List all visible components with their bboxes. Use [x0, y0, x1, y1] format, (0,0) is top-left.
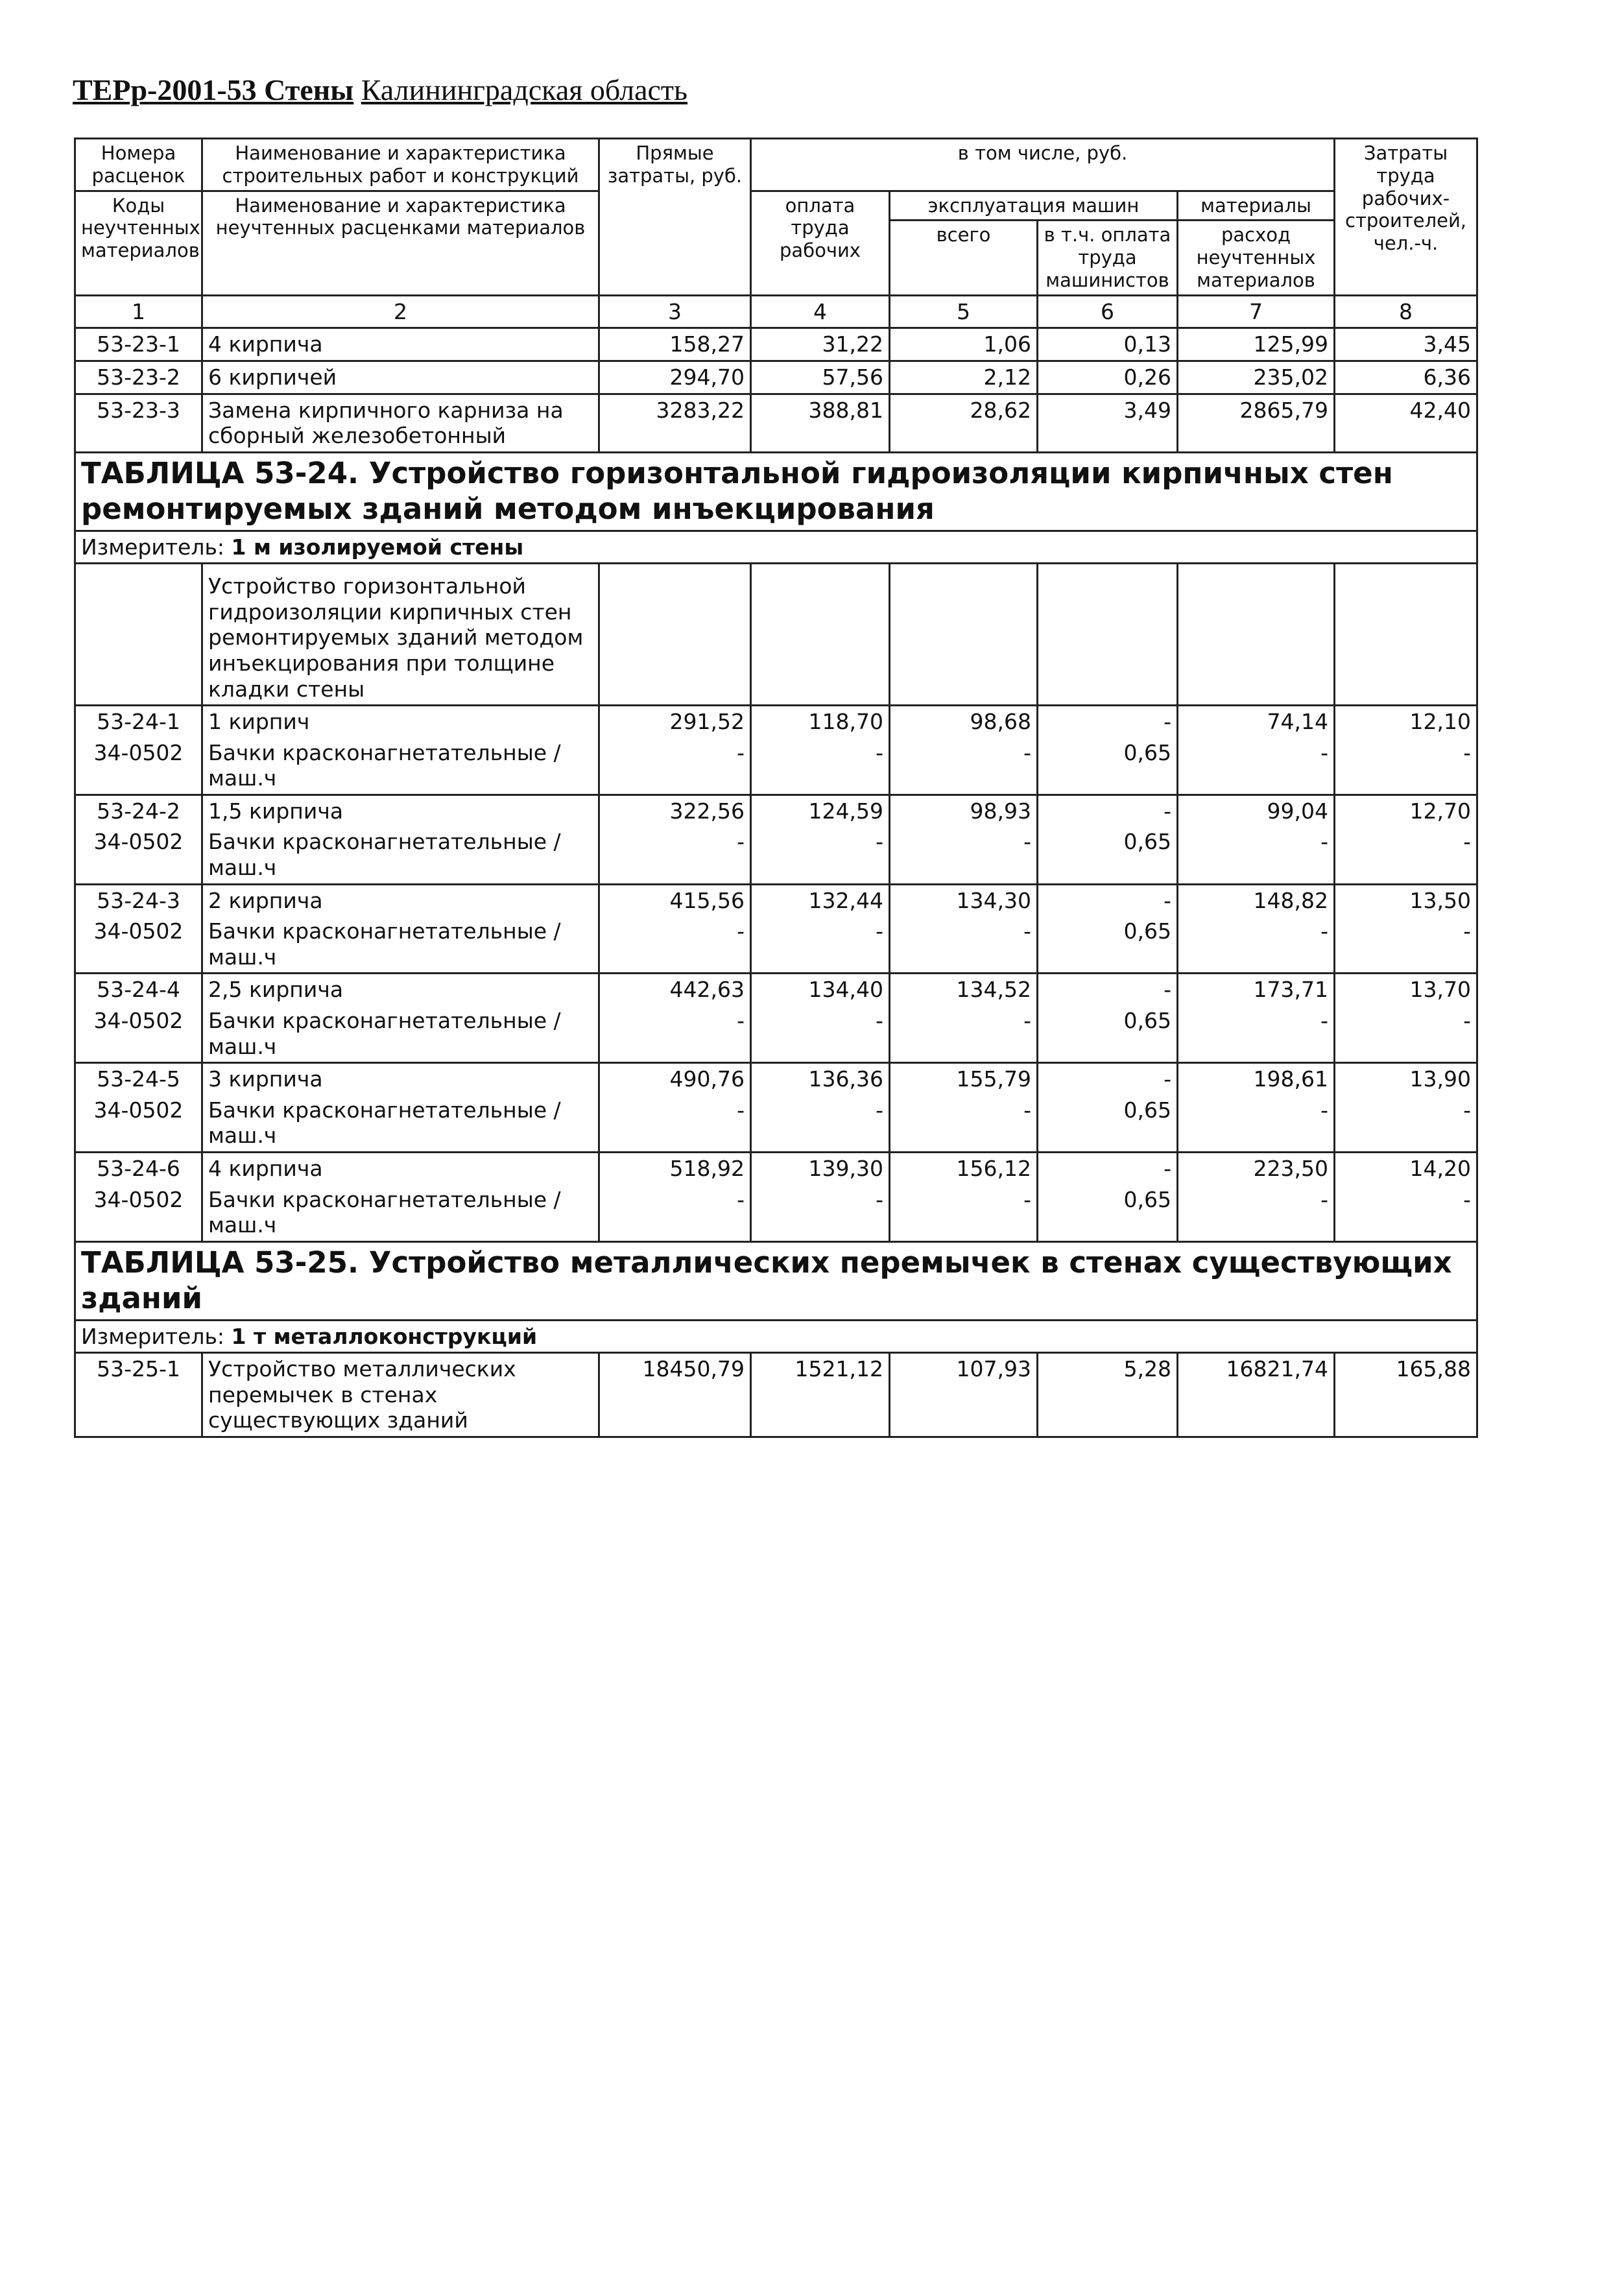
value-cell: -	[751, 826, 890, 884]
value-cell: 3283,22	[599, 394, 751, 452]
value-cell: 28,62	[890, 394, 1038, 452]
value-cell: -	[1038, 1063, 1178, 1095]
value-cell: 294,70	[599, 361, 751, 394]
header-rate-numbers: Номера расценок	[75, 139, 202, 191]
column-number: 2	[202, 295, 599, 328]
rate-code: 53-24-5	[75, 1063, 202, 1095]
rate-code: 53-24-6	[75, 1153, 202, 1184]
value-cell: -	[751, 1184, 890, 1242]
blank-cell	[890, 564, 1038, 706]
value-cell: 1521,12	[751, 1353, 890, 1437]
measure-row	[75, 531, 1477, 564]
column-number: 3	[599, 295, 751, 328]
rate-code: 53-23-2	[75, 361, 202, 394]
value-cell: 173,71	[1178, 974, 1335, 1005]
value-cell: -	[1335, 826, 1477, 884]
material-row	[75, 826, 1477, 884]
column-numbers-row	[75, 295, 1477, 328]
value-cell: -	[1335, 737, 1477, 795]
document-title-region: Калининградская область	[361, 73, 688, 106]
table-row	[75, 1063, 1477, 1095]
header-including: в том числе, руб.	[751, 139, 1335, 191]
value-cell: -	[1178, 1095, 1335, 1153]
value-cell: 136,36	[751, 1063, 890, 1095]
value-cell: -	[1178, 826, 1335, 884]
value-cell: -	[599, 1184, 751, 1242]
value-cell: -	[1038, 795, 1178, 826]
value-cell: 6,36	[1335, 361, 1477, 394]
value-cell: -	[751, 1095, 890, 1153]
rate-name: 2,5 кирпича	[202, 974, 599, 1005]
header-direct-costs: Прямые затраты, руб.	[599, 139, 751, 296]
value-cell: 155,79	[890, 1063, 1038, 1095]
value-cell: 118,70	[751, 706, 890, 737]
value-cell: -	[1335, 1005, 1477, 1063]
value-cell: -	[1038, 706, 1178, 737]
rate-code: 53-23-1	[75, 328, 202, 361]
intro-text: Устройство горизонтальной гидроизоляции кирпичных стен ремонтируемых зданий методом инъекцирования при толщине кладки стены	[202, 564, 599, 706]
rate-name: Бачки красконагнетательные / маш.ч	[202, 826, 599, 884]
value-cell: 5,28	[1038, 1353, 1178, 1437]
rate-code: 34-0502	[75, 1184, 202, 1242]
value-cell: 134,30	[890, 884, 1038, 916]
value-cell: -	[1178, 1005, 1335, 1063]
value-cell: 0,65	[1038, 1005, 1178, 1063]
blank-cell	[75, 564, 202, 706]
value-cell: 12,10	[1335, 706, 1477, 737]
value-cell: -	[890, 826, 1038, 884]
rate-name: Бачки красконагнетательные / маш.ч	[202, 1184, 599, 1242]
measure-unit	[75, 531, 1477, 564]
measure-label: Измеритель:	[81, 1323, 232, 1349]
table-row	[75, 328, 1477, 361]
value-cell: 198,61	[1178, 1063, 1335, 1095]
header-work-name: Наименование и характеристика строительных работ и конструкций	[202, 139, 599, 191]
blank-cell	[599, 564, 751, 706]
rate-name: 4 кирпича	[202, 328, 599, 361]
blank-cell	[1178, 564, 1335, 706]
value-cell: -	[599, 1095, 751, 1153]
section-title-row	[75, 1241, 1477, 1320]
value-cell: -	[1178, 916, 1335, 974]
rate-code: 34-0502	[75, 916, 202, 974]
rate-code: 34-0502	[75, 1005, 202, 1063]
column-number: 4	[751, 295, 890, 328]
table-row	[75, 795, 1477, 826]
value-cell: -	[1335, 916, 1477, 974]
value-cell: 107,93	[890, 1353, 1038, 1437]
value-cell: 134,40	[751, 974, 890, 1005]
value-cell: 3,45	[1335, 328, 1477, 361]
material-row	[75, 1184, 1477, 1242]
column-number: 5	[890, 295, 1038, 328]
value-cell: -	[1038, 974, 1178, 1005]
column-number: 6	[1038, 295, 1178, 328]
value-cell: -	[1335, 1184, 1477, 1242]
table-53-24-title: ТАБЛИЦА 53-24. Устройство горизонтальной гидроизоляции кирпичных стен ремонтируемых зданий методом инъекцирования	[75, 452, 1477, 531]
value-cell: 0,65	[1038, 737, 1178, 795]
value-cell: 14,20	[1335, 1153, 1477, 1184]
intro-row	[75, 564, 1477, 706]
value-cell: -	[599, 1005, 751, 1063]
header-row-2	[75, 191, 1477, 221]
value-cell: 322,56	[599, 795, 751, 826]
value-cell: 0,13	[1038, 328, 1178, 361]
value-cell: 57,56	[751, 361, 890, 394]
value-cell: 0,65	[1038, 916, 1178, 974]
rate-name: 3 кирпича	[202, 1063, 599, 1095]
header-labor-costs: Затраты труда рабочих-строителей, чел.-ч.	[1335, 139, 1477, 296]
rate-name: 4 кирпича	[202, 1153, 599, 1184]
value-cell: 132,44	[751, 884, 890, 916]
value-cell: 235,02	[1178, 361, 1335, 394]
value-cell: -	[890, 1095, 1038, 1153]
measure-value: 1 т металлоконструкций	[231, 1323, 538, 1349]
rate-name: Бачки красконагнетательные / маш.ч	[202, 916, 599, 974]
rate-code: 53-23-3	[75, 394, 202, 452]
measure-value: 1 м изолируемой стены	[231, 534, 524, 560]
value-cell: -	[751, 916, 890, 974]
table-row	[75, 1153, 1477, 1184]
column-number: 1	[75, 295, 202, 328]
measure-row	[75, 1320, 1477, 1353]
rate-code: 34-0502	[75, 737, 202, 795]
value-cell: 291,52	[599, 706, 751, 737]
document-title-code: ТЕРр-2001-53 Стены	[73, 73, 354, 106]
header-material-usage: расход неучтенных материалов	[1178, 221, 1335, 295]
value-cell: 1,06	[890, 328, 1038, 361]
value-cell: -	[1178, 1184, 1335, 1242]
rate-code: 34-0502	[75, 826, 202, 884]
rate-code: 53-24-3	[75, 884, 202, 916]
rate-code: 34-0502	[75, 1095, 202, 1153]
table-row	[75, 1353, 1477, 1437]
header-machines: эксплуатация машин	[890, 191, 1178, 221]
rate-name: 1,5 кирпича	[202, 795, 599, 826]
value-cell: 148,82	[1178, 884, 1335, 916]
value-cell: 139,30	[751, 1153, 890, 1184]
value-cell: 156,12	[890, 1153, 1038, 1184]
header-material-codes: Коды неучтенных материалов	[75, 191, 202, 295]
table-row	[75, 706, 1477, 737]
rate-name: Бачки красконагнетательные / маш.ч	[202, 1005, 599, 1063]
rate-name: Бачки красконагнетательные / маш.ч	[202, 737, 599, 795]
value-cell: 98,93	[890, 795, 1038, 826]
value-cell: -	[890, 737, 1038, 795]
value-cell: 42,40	[1335, 394, 1477, 452]
value-cell: -	[890, 916, 1038, 974]
value-cell: 16821,74	[1178, 1353, 1335, 1437]
value-cell: 0,65	[1038, 1184, 1178, 1242]
rate-name: Устройство металлических перемычек в стенах существующих зданий	[202, 1353, 599, 1437]
value-cell: -	[890, 1005, 1038, 1063]
value-cell: 74,14	[1178, 706, 1335, 737]
section-title-row	[75, 452, 1477, 531]
blank-cell	[1335, 564, 1477, 706]
table-53-25-title: ТАБЛИЦА 53-25. Устройство металлических перемычек в стенах существующих зданий	[75, 1241, 1477, 1320]
value-cell: 490,76	[599, 1063, 751, 1095]
value-cell: 98,68	[890, 706, 1038, 737]
value-cell: 0,65	[1038, 1095, 1178, 1153]
header-material-names: Наименование и характеристика неучтенных расценками материалов	[202, 191, 599, 295]
material-row	[75, 737, 1477, 795]
table-row	[75, 361, 1477, 394]
measure-label: Измеритель:	[81, 534, 232, 560]
value-cell: -	[599, 737, 751, 795]
value-cell: 12,70	[1335, 795, 1477, 826]
header-labor-pay: оплата труда рабочих	[751, 191, 890, 295]
value-cell: 124,59	[751, 795, 890, 826]
value-cell: 442,63	[599, 974, 751, 1005]
header-row-1	[75, 139, 1477, 191]
value-cell: 158,27	[599, 328, 751, 361]
value-cell: 165,88	[1335, 1353, 1477, 1437]
header-materials: материалы	[1178, 191, 1335, 221]
rates-table	[74, 138, 1478, 1438]
value-cell: 3,49	[1038, 394, 1178, 452]
value-cell: -	[1038, 884, 1178, 916]
rate-name: 1 кирпич	[202, 706, 599, 737]
header-machinist-pay: в т.ч. оплата труда машинистов	[1038, 221, 1178, 295]
value-cell: 13,70	[1335, 974, 1477, 1005]
material-row	[75, 1005, 1477, 1063]
value-cell: -	[1038, 1153, 1178, 1184]
rate-name: 2 кирпича	[202, 884, 599, 916]
value-cell: -	[751, 737, 890, 795]
value-cell: 18450,79	[599, 1353, 751, 1437]
value-cell: 2,12	[890, 361, 1038, 394]
value-cell: 13,90	[1335, 1063, 1477, 1095]
value-cell: -	[751, 1005, 890, 1063]
column-number: 8	[1335, 295, 1477, 328]
measure-unit	[75, 1320, 1477, 1353]
header-machines-total: всего	[890, 221, 1038, 295]
value-cell: 31,22	[751, 328, 890, 361]
value-cell: -	[1178, 737, 1335, 795]
rate-code: 53-24-2	[75, 795, 202, 826]
material-row	[75, 1095, 1477, 1153]
value-cell: 2865,79	[1178, 394, 1335, 452]
value-cell: 0,65	[1038, 826, 1178, 884]
table-row	[75, 394, 1477, 452]
value-cell: 223,50	[1178, 1153, 1335, 1184]
rate-name: Замена кирпичного карниза на сборный железобетонный	[202, 394, 599, 452]
value-cell: 134,52	[890, 974, 1038, 1005]
value-cell: 0,26	[1038, 361, 1178, 394]
material-row	[75, 916, 1477, 974]
value-cell: -	[599, 916, 751, 974]
column-number: 7	[1178, 295, 1335, 328]
rate-code: 53-24-1	[75, 706, 202, 737]
rate-name: Бачки красконагнетательные / маш.ч	[202, 1095, 599, 1153]
table-row	[75, 974, 1477, 1005]
value-cell: 518,92	[599, 1153, 751, 1184]
table-row	[75, 884, 1477, 916]
value-cell: -	[1335, 1095, 1477, 1153]
rate-code: 53-25-1	[75, 1353, 202, 1437]
blank-cell	[751, 564, 890, 706]
value-cell: 415,56	[599, 884, 751, 916]
blank-cell	[1038, 564, 1178, 706]
document-title	[73, 73, 687, 107]
rate-name: 6 кирпичей	[202, 361, 599, 394]
value-cell: 388,81	[751, 394, 890, 452]
value-cell: 13,50	[1335, 884, 1477, 916]
value-cell: 125,99	[1178, 328, 1335, 361]
value-cell: -	[599, 826, 751, 884]
value-cell: 99,04	[1178, 795, 1335, 826]
value-cell: -	[890, 1184, 1038, 1242]
rate-code: 53-24-4	[75, 974, 202, 1005]
